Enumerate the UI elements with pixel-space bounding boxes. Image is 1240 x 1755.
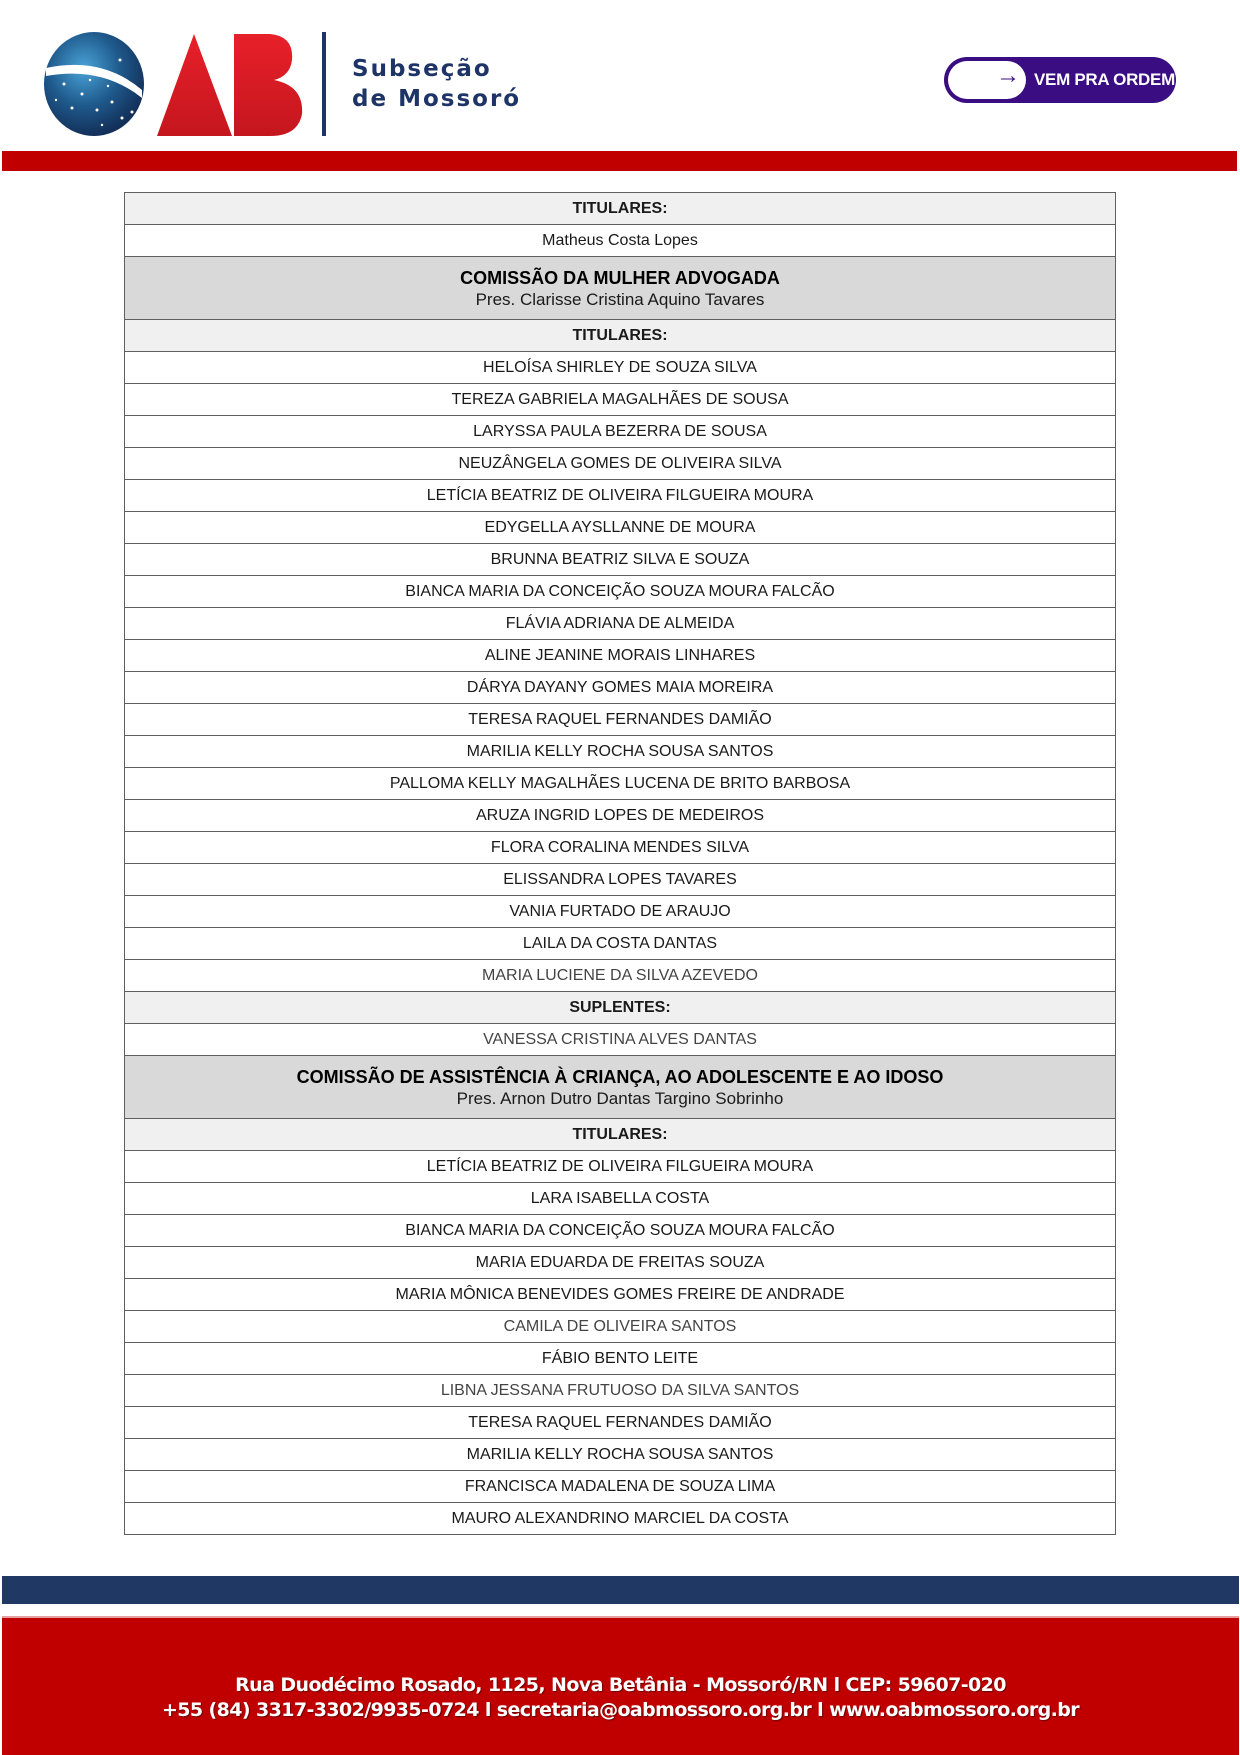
member-row [125,1471,1116,1503]
member-name: CAMILA DE OLIVEIRA SANTOS [125,1311,1116,1343]
member-row [125,512,1116,544]
member-name: FÁBIO BENTO LEITE [125,1343,1116,1375]
committee-header-row [125,1056,1116,1119]
section-subheader-row [125,320,1116,352]
member-row [125,1279,1116,1311]
member-row [125,1215,1116,1247]
member-name: EDYGELLA AYSLLANNE DE MOURA [125,512,1116,544]
member-name: FRANCISCA MADALENA DE SOUZA LIMA [125,1471,1116,1503]
member-row [125,384,1116,416]
committee-president: Pres. Clarisse Cristina Aquino Tavares [475,290,765,309]
subsecao-line-2: de Mossoró [352,86,522,112]
member-name: DÁRYA DAYANY GOMES MAIA MOREIRA [125,672,1116,704]
member-name: MARILIA KELLY ROCHA SOUSA SANTOS [125,736,1116,768]
oab-logo [42,30,304,138]
member-name: LARA ISABELLA COSTA [125,1183,1116,1215]
subsecao-line-1: Subseção [352,56,492,82]
member-name: BIANCA MARIA DA CONCEIÇÃO SOUZA MOURA FALCÃO [125,576,1116,608]
member-row [125,672,1116,704]
logo-letter-a [157,34,232,136]
globe-icon [44,32,144,136]
member-row [125,416,1116,448]
subsecao-title [352,54,521,114]
commission-roster-table [124,192,1116,1535]
member-name: LAILA DA COSTA DANTAS [125,928,1116,960]
member-name: NEUZÂNGELA GOMES DE OLIVEIRA SILVA [125,448,1116,480]
member-name: TERESA RAQUEL FERNANDES DAMIÃO [125,704,1116,736]
page-header [0,0,1240,150]
committee-title: COMISSÃO DE ASSISTÊNCIA À CRIANÇA, AO ADOLESCENTE E AO IDOSO [296,1067,944,1087]
committee-header-cell [125,1056,1116,1119]
member-row [125,1183,1116,1215]
section-subheader-row [125,193,1116,225]
member-row [125,768,1116,800]
member-name: ALINE JEANINE MORAIS LINHARES [125,640,1116,672]
section-subheader-label: TITULARES: [125,1119,1116,1151]
member-row [125,1311,1116,1343]
member-row [125,704,1116,736]
member-row [125,608,1116,640]
member-row [125,480,1116,512]
member-name: LETÍCIA BEATRIZ DE OLIVEIRA FILGUEIRA MOURA [125,480,1116,512]
member-name: LARYSSA PAULA BEZERRA DE SOUSA [125,416,1116,448]
committee-president: Pres. Arnon Dutro Dantas Targino Sobrinho [456,1089,784,1108]
footer-contact: +55 (84) 3317-3302/9935-0724 l secretaria@oabmossoro.org.br l www.oabmossoro.org.br [161,1699,1079,1721]
page-footer [2,1616,1239,1755]
member-row [125,928,1116,960]
member-name: MARILIA KELLY ROCHA SOUSA SANTOS [125,1439,1116,1471]
member-row [125,1247,1116,1279]
member-name: MAURO ALEXANDRINO MARCIEL DA COSTA [125,1503,1116,1535]
member-row [125,640,1116,672]
logo-letter-b [234,34,302,136]
member-row [125,896,1116,928]
member-row [125,1024,1116,1056]
roster-body [125,193,1116,1535]
member-name: MARIA LUCIENE DA SILVA AZEVEDO [125,960,1116,992]
member-row [125,1151,1116,1183]
header-divider [322,32,326,136]
member-row [125,864,1116,896]
member-name: FLORA CORALINA MENDES SILVA [125,832,1116,864]
vem-pra-ordem-button[interactable] [944,57,1176,103]
member-row [125,736,1116,768]
member-name: BIANCA MARIA DA CONCEIÇÃO SOUZA MOURA FALCÃO [125,1215,1116,1247]
member-row [125,1503,1116,1535]
cta-label: VEM PRA ORDEM [1034,70,1175,89]
member-name: MARIA MÔNICA BENEVIDES GOMES FREIRE DE ANDRADE [125,1279,1116,1311]
member-name: PALLOMA KELLY MAGALHÃES LUCENA DE BRITO BARBOSA [125,768,1116,800]
member-name: BRUNNA BEATRIZ SILVA E SOUZA [125,544,1116,576]
member-row [125,832,1116,864]
member-row [125,1407,1116,1439]
member-name: Matheus Costa Lopes [125,225,1116,257]
member-name: VANESSA CRISTINA ALVES DANTAS [125,1024,1116,1056]
member-row [125,960,1116,992]
member-row [125,576,1116,608]
member-row [125,1375,1116,1407]
member-name: TERESA RAQUEL FERNANDES DAMIÃO [125,1407,1116,1439]
section-subheader-row [125,992,1116,1024]
member-row [125,225,1116,257]
member-row [125,544,1116,576]
member-row [125,800,1116,832]
member-row [125,448,1116,480]
header-red-bar [2,151,1237,171]
member-row [125,1439,1116,1471]
section-subheader-label: TITULARES: [125,320,1116,352]
committee-title: COMISSÃO DA MULHER ADVOGADA [460,268,780,288]
section-subheader-label: TITULARES: [125,193,1116,225]
member-name: ARUZA INGRID LOPES DE MEDEIROS [125,800,1116,832]
member-name: ELISSANDRA LOPES TAVARES [125,864,1116,896]
member-name: LETÍCIA BEATRIZ DE OLIVEIRA FILGUEIRA MOURA [125,1151,1116,1183]
member-name: FLÁVIA ADRIANA DE ALMEIDA [125,608,1116,640]
committee-header-row [125,257,1116,320]
section-subheader-label: SUPLENTES: [125,992,1116,1024]
member-name: VANIA FURTADO DE ARAUJO [125,896,1116,928]
member-name: TEREZA GABRIELA MAGALHÃES DE SOUSA [125,384,1116,416]
section-subheader-row [125,1119,1116,1151]
committee-header-cell [125,257,1116,320]
arrow-right-icon: → [996,62,1020,89]
member-row [125,352,1116,384]
member-name: HELOÍSA SHIRLEY DE SOUZA SILVA [125,352,1116,384]
footer-blue-bar [2,1576,1239,1604]
member-name: MARIA EDUARDA DE FREITAS SOUZA [125,1247,1116,1279]
member-row [125,1343,1116,1375]
footer-address: Rua Duodécimo Rosado, 1125, Nova Betânia - Mossoró/RN l CEP: 59607-020 [235,1674,1006,1696]
member-name: LIBNA JESSANA FRUTUOSO DA SILVA SANTOS [125,1375,1116,1407]
